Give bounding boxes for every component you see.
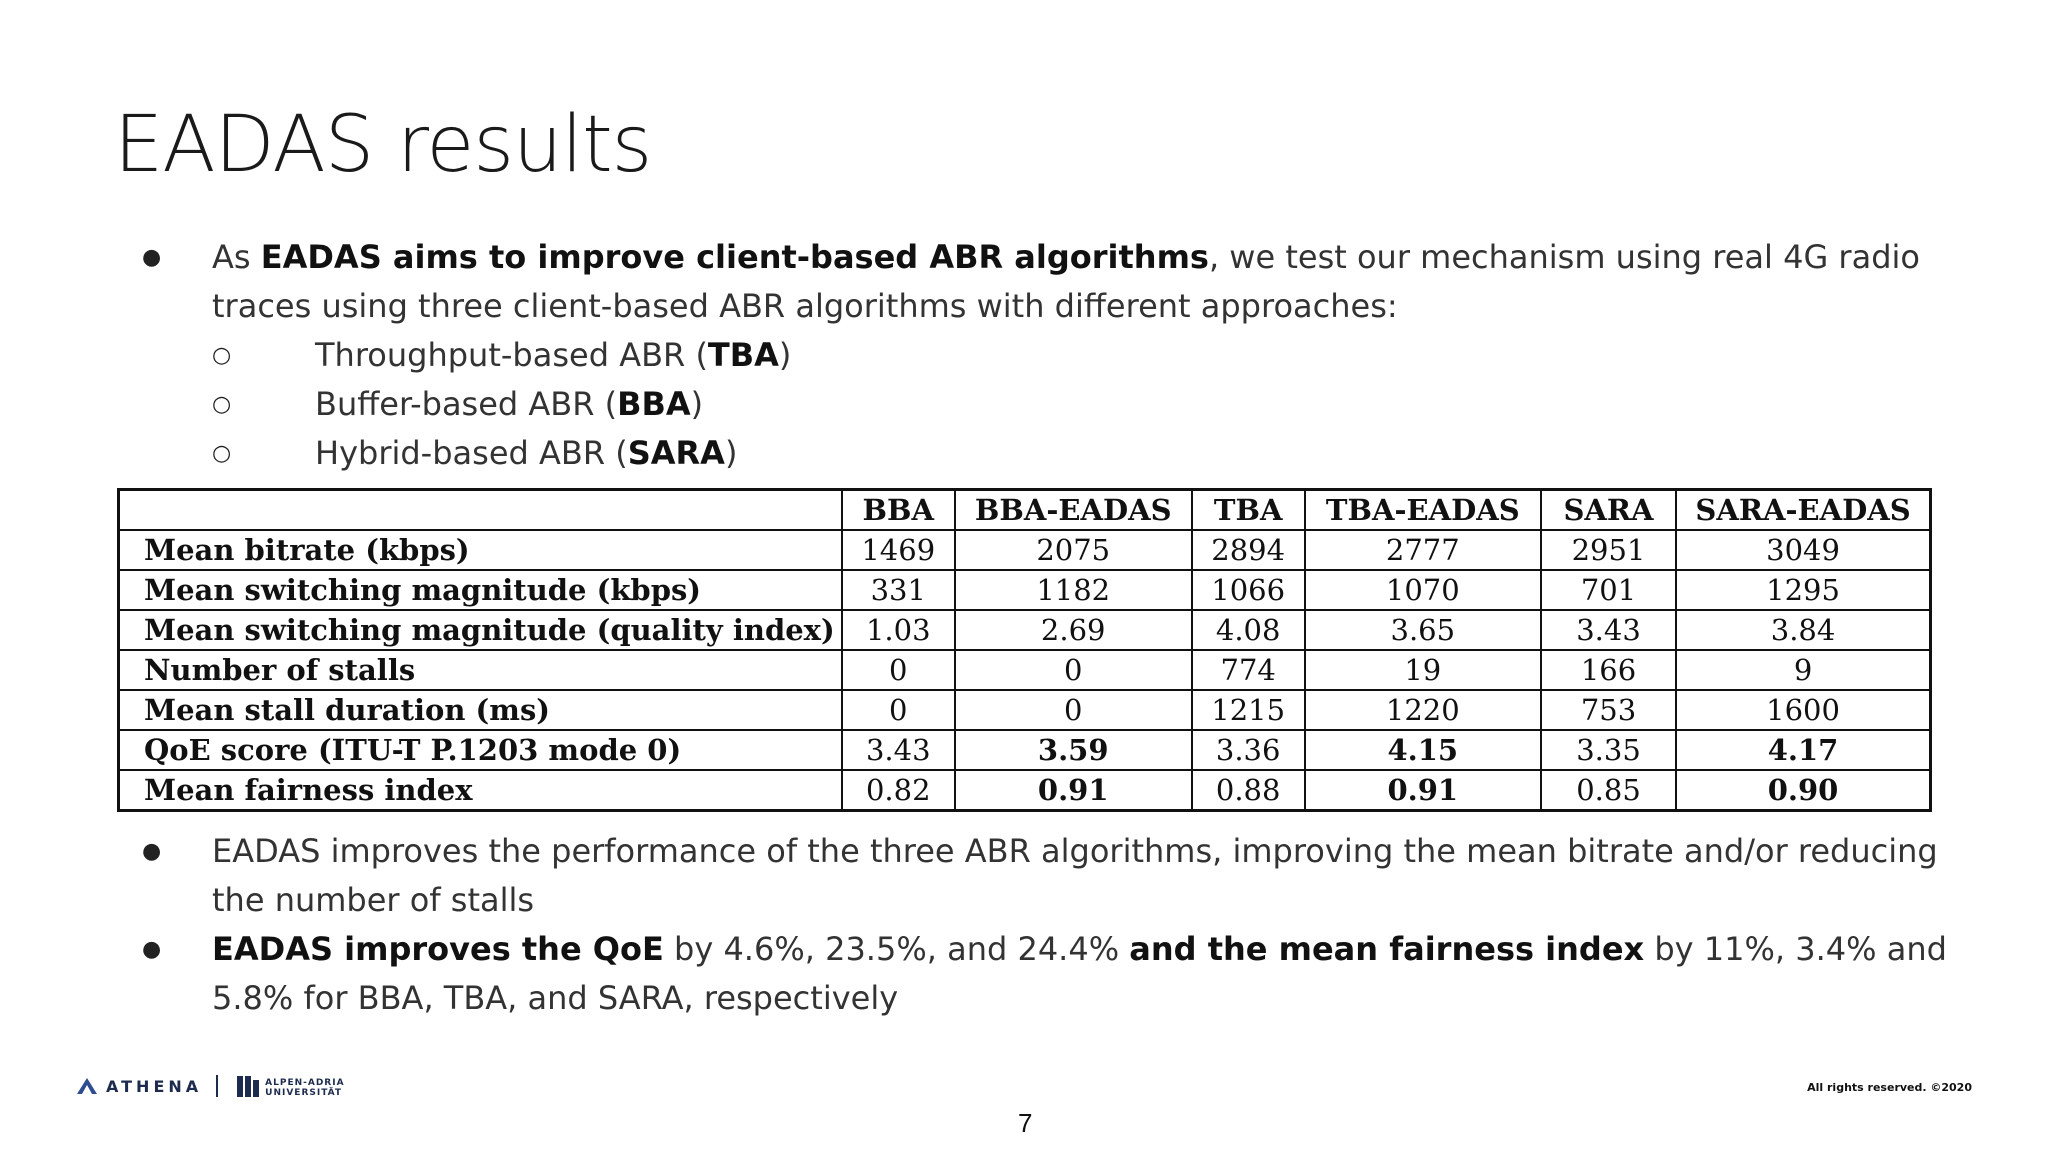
footer-logos — [76, 1074, 345, 1098]
intro-bold: EADAS aims to improve client-based ABR algorithms — [260, 238, 1209, 276]
athena-brand: ATHENA — [106, 1076, 203, 1096]
table-row — [119, 610, 1931, 650]
approach-abbr: TBA — [707, 336, 779, 374]
university-logo — [236, 1074, 344, 1098]
slide-title: EADAS results — [114, 100, 652, 190]
table-cell: 1066 — [1192, 570, 1305, 610]
table-row — [119, 530, 1931, 570]
table-cell: 701 — [1541, 570, 1676, 610]
intro-bullets — [142, 233, 1982, 478]
university-name-line1: ALPEN-ADRIA — [265, 1078, 345, 1088]
table-header-cell — [119, 490, 842, 531]
conclusion-text: by 4.6%, 23.5%, and 24.4% — [663, 930, 1130, 968]
table-cell: 0 — [842, 650, 955, 690]
approach-item-bba — [212, 380, 1982, 429]
table-cell: 0.88 — [1192, 770, 1305, 811]
table-cell: 166 — [1541, 650, 1676, 690]
approach-label: Throughput-based ABR ( — [315, 336, 708, 374]
table-cell: 0 — [955, 690, 1192, 730]
conclusion-bold: and the mean fairness index — [1129, 930, 1645, 968]
table-cell-best: 4.17 — [1676, 730, 1930, 770]
table-cell: 19 — [1305, 650, 1541, 690]
table-cell: 3049 — [1676, 530, 1930, 570]
table-cell: 2075 — [955, 530, 1192, 570]
table-cell: 3.43 — [842, 730, 955, 770]
page-number: 7 — [1018, 1108, 1033, 1138]
table-cell: 331 — [842, 570, 955, 610]
table-row — [119, 570, 1931, 610]
row-label: Mean bitrate (kbps) — [119, 530, 842, 570]
table-header-row — [119, 490, 1931, 531]
table-row — [119, 650, 1931, 690]
table-cell: 0 — [955, 650, 1192, 690]
row-label: Mean fairness index — [119, 770, 842, 811]
approach-list — [212, 331, 1982, 478]
table-cell: 0 — [842, 690, 955, 730]
table-cell: 1469 — [842, 530, 955, 570]
university-logo-icon — [236, 1074, 262, 1098]
table-cell: 3.43 — [1541, 610, 1676, 650]
table-cell: 753 — [1541, 690, 1676, 730]
table-cell: 4.08 — [1192, 610, 1305, 650]
copyright-notice: All rights reserved. ©2020 — [1807, 1081, 1972, 1094]
table-cell: 1220 — [1305, 690, 1541, 730]
table-cell: 1.03 — [842, 610, 955, 650]
conclusion-bullets — [142, 827, 1982, 1023]
table-header-cell: TBA — [1192, 490, 1305, 531]
results-table — [117, 488, 1932, 812]
approach-label: Hybrid-based ABR ( — [315, 434, 628, 472]
conclusion-bullet-2 — [142, 925, 1982, 1023]
approach-close: ) — [778, 336, 792, 374]
table-cell: 3.36 — [1192, 730, 1305, 770]
approach-abbr: BBA — [617, 385, 691, 423]
table-header-cell: BBA — [842, 490, 955, 531]
row-label: Number of stalls — [119, 650, 842, 690]
table-cell-best: 0.91 — [1305, 770, 1541, 811]
table-cell: 2.69 — [955, 610, 1192, 650]
table-cell: 0.85 — [1541, 770, 1676, 811]
table-cell: 1182 — [955, 570, 1192, 610]
table-cell: 2951 — [1541, 530, 1676, 570]
table-cell: 774 — [1192, 650, 1305, 690]
conclusion-bullet-1 — [142, 827, 1982, 925]
approach-close: ) — [724, 434, 738, 472]
table-row — [119, 730, 1931, 770]
intro-suffix: , we test our mechanism using real 4G radio traces using three client-based ABR algorithms with different approaches: — [212, 238, 1920, 325]
row-label: Mean switching magnitude (quality index) — [119, 610, 842, 650]
intro-prefix: As — [212, 238, 261, 276]
table-cell: 2894 — [1192, 530, 1305, 570]
table-cell-best: 0.90 — [1676, 770, 1930, 811]
conclusion-bold: EADAS improves the QoE — [212, 930, 664, 968]
table-row — [119, 690, 1931, 730]
intro-bullet — [142, 233, 1982, 478]
table-cell: 3.35 — [1541, 730, 1676, 770]
table-header-cell: TBA-EADAS — [1305, 490, 1541, 531]
university-name — [265, 1078, 344, 1098]
row-label: Mean switching magnitude (kbps) — [119, 570, 842, 610]
table-cell: 2777 — [1305, 530, 1541, 570]
table-header-cell: SARA — [1541, 490, 1676, 531]
table-cell: 3.84 — [1676, 610, 1930, 650]
athena-logo-icon — [76, 1077, 98, 1095]
row-label: Mean stall duration (ms) — [119, 690, 842, 730]
row-label: QoE score (ITU-T P.1203 mode 0) — [119, 730, 842, 770]
university-name-line2: UNIVERSITÄT — [265, 1088, 343, 1098]
conclusion-text: by 11%, 3.4% and 5.8% for BBA, TBA, and SARA, respectively — [212, 930, 1947, 1017]
footer-divider — [216, 1075, 218, 1097]
table-cell: 3.65 — [1305, 610, 1541, 650]
approach-item-sara — [212, 429, 1982, 478]
table-cell: 1600 — [1676, 690, 1930, 730]
table-cell: 1070 — [1305, 570, 1541, 610]
approach-item-tba — [212, 331, 1982, 380]
table-cell: 0.82 — [842, 770, 955, 811]
table-cell: 1295 — [1676, 570, 1930, 610]
approach-abbr: SARA — [627, 434, 725, 472]
table-cell-best: 3.59 — [955, 730, 1192, 770]
table-row — [119, 770, 1931, 811]
approach-close: ) — [690, 385, 704, 423]
table-cell: 1215 — [1192, 690, 1305, 730]
table-cell-best: 4.15 — [1305, 730, 1541, 770]
table-header-cell: SARA-EADAS — [1676, 490, 1930, 531]
table-cell: 9 — [1676, 650, 1930, 690]
conclusion-text: EADAS improves the performance of the three ABR algorithms, improving the mean bitrate and/or reducing the number of stalls — [212, 832, 1938, 919]
table-header-cell: BBA-EADAS — [955, 490, 1192, 531]
table-cell-best: 0.91 — [955, 770, 1192, 811]
approach-label: Buffer-based ABR ( — [315, 385, 618, 423]
